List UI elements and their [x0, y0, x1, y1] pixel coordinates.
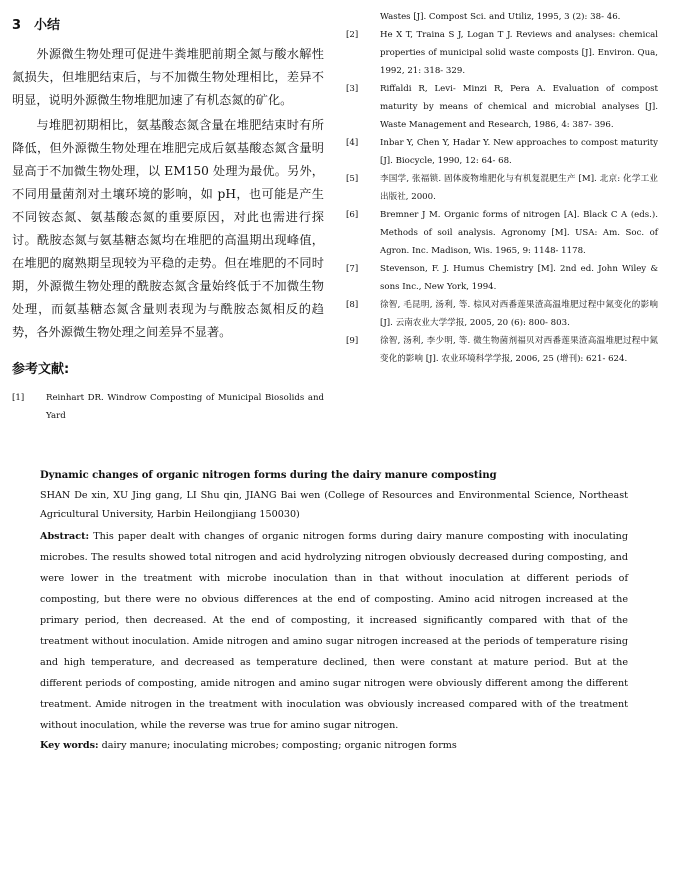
keywords-label: Key words:: [40, 740, 99, 751]
reference-number: [9]: [346, 336, 359, 346]
paragraph-1: 外源微生物处理可促进牛粪堆肥前期全氮与酸水解性氮损失，但堆肥结束后，与不加微生物处理相比，差异不明显，说明外源微生物堆肥加速了有机态氮的矿化。: [12, 47, 324, 107]
reference-text: Bremner J M. Organic forms of nitrogen [A]. Black C A (eds.). Methods of soil analysis. Agronomy [M]. USA: Am. Soc. of Agron. Inc. Madison, Wis. 1965, 9: 1148- 1178.: [380, 210, 658, 256]
reference-text: He X T, Traina S J, Logan T J. Reviews and analyses: chemical properties of municipal solid waste composts [J]. Environ. Qua, 1992, 21: 318- 329.: [380, 30, 658, 76]
references-heading: 参考文献:: [12, 362, 70, 377]
keywords-text: dairy manure; inoculating microbes; composting; organic nitrogen forms: [101, 740, 457, 751]
reference-text: Stevenson, F. J. Humus Chemistry [M]. 2nd ed. John Wiley & sons Inc., New York, 1994.: [380, 264, 658, 292]
reference-number: [7]: [346, 264, 359, 274]
reference-item: [346, 26, 658, 80]
right-column: [346, 8, 658, 368]
reference-number: [8]: [346, 300, 359, 310]
reference-number: [4]: [346, 138, 359, 148]
reference-text: 李国学, 张福锁. 固体废物堆肥化与有机复混肥生产 [M]. 北京: 化学工业出版社, 2000.: [380, 174, 658, 202]
left-column: [12, 14, 324, 425]
english-keywords: [40, 736, 628, 756]
reference-number: [1]: [12, 393, 25, 403]
paragraph-2: 与堆肥初期相比，氨基酸态氮含量在堆肥结束时有所降低，但外源微生物处理在堆肥完成后氨基酸态氮含量明显高于不加微生物处理，以 EM150 处理为最优。另外，不同用量菌剂对土壤环境的影响，如 pH，也可能是产生不同铵态氮、氨基酸态氮的重要原因，对此也需进行探讨。酰胺态氮与氨基糖态氮均在堆肥的高温期出现峰值，在堆肥的腐熟期呈现较为平稳的走势。但在堆肥的不同时期，外源微生物处理的酰胺态氮含量始终低于不加微生物处理，而氨基糖态氮含量则表现为与酰胺态氮相反的趋势，各外源微生物处理之间差异不显著。: [12, 118, 324, 339]
reference-number: [5]: [346, 174, 359, 184]
english-title: Dynamic changes of organic nitrogen forms during the dairy manure composting: [40, 470, 497, 481]
abstract-text: This paper dealt with changes of organic nitrogen forms during dairy manure composting with inoculating microbes. The results showed total nitrogen and acid hydrolyzing nitrogen obviously decreased during composting, and were lower in the treatment with microbe inoculation than in that without inoculation at different periods of composting, but there were no obvious differences at the end of composting. Amino acid nitrogen increased at the primary period, then decreased. At the end of composting, it increased significantly compared with that of the treatment without inoculation. Amide nitrogen and amino sugar nitrogen increased at the periods of temperature rising and high temperature, and decreased as temperature declined, then were constant at mature period. But at the different periods of composting, amide nitrogen and amino sugar nitrogen were obviously different among the different treatment. Amide nitrogen in the treatment with inoculation was obviously increased compared with of the treatment without inoculation, while the reverse was true for amino sugar nitrogen.: [40, 531, 628, 731]
reference-text: Reinhart DR. Windrow Composting of Municipal Biosolids and Yard: [46, 393, 324, 421]
english-abstract: [40, 526, 628, 736]
reference-item: [346, 206, 658, 260]
abstract-label: Abstract:: [40, 531, 90, 542]
section-heading: 3 小结: [12, 18, 61, 33]
reference-item: [12, 389, 324, 425]
reference-item: [346, 332, 658, 368]
reference-item: [346, 296, 658, 332]
english-abstract-block: [40, 470, 628, 756]
english-authors: SHAN De xin, XU Jing gang, LI Shu qin, JIANG Bai wen (College of Resources and Environmental Science, Northeast Agricultural University, Harbin Heilongjiang 150030): [40, 490, 628, 520]
reference-number: [6]: [346, 210, 359, 220]
reference-text: Riffaldi R, Levi- Minzi R, Pera A. Evaluation of compost maturity by means of chemical and microbial analyses [J]. Waste Management and Research, 1986, 4: 387- 396.: [380, 84, 658, 130]
reference-item: [346, 170, 658, 206]
reference-item: [346, 134, 658, 170]
reference-continuation: Wastes [J]. Compost Sci. and Utiliz, 1995, 3 (2): 38- 46.: [380, 12, 621, 22]
reference-text: 徐智, 毛昆明, 汤利, 等. 棕风对西番莲果渣高温堆肥过程中氮变化的影响 [J]. 云南农业大学学报, 2005, 20 (6): 800- 803.: [380, 300, 658, 328]
reference-text: 徐智, 汤利, 李少明, 等. 微生物菌剂福贝对西番莲果渣高温堆肥过程中氮变化的影响 [J]. 农业环境科学学报, 2006, 25 (增刊): 621- 624.: [380, 336, 658, 364]
reference-item: [346, 80, 658, 134]
reference-item: [346, 260, 658, 296]
reference-number: [2]: [346, 30, 359, 40]
reference-text: Inbar Y, Chen Y, Hadar Y. New approaches to compost maturity [J]. Biocycle, 1990, 12: 64- 68.: [380, 138, 658, 166]
reference-number: [3]: [346, 84, 359, 94]
